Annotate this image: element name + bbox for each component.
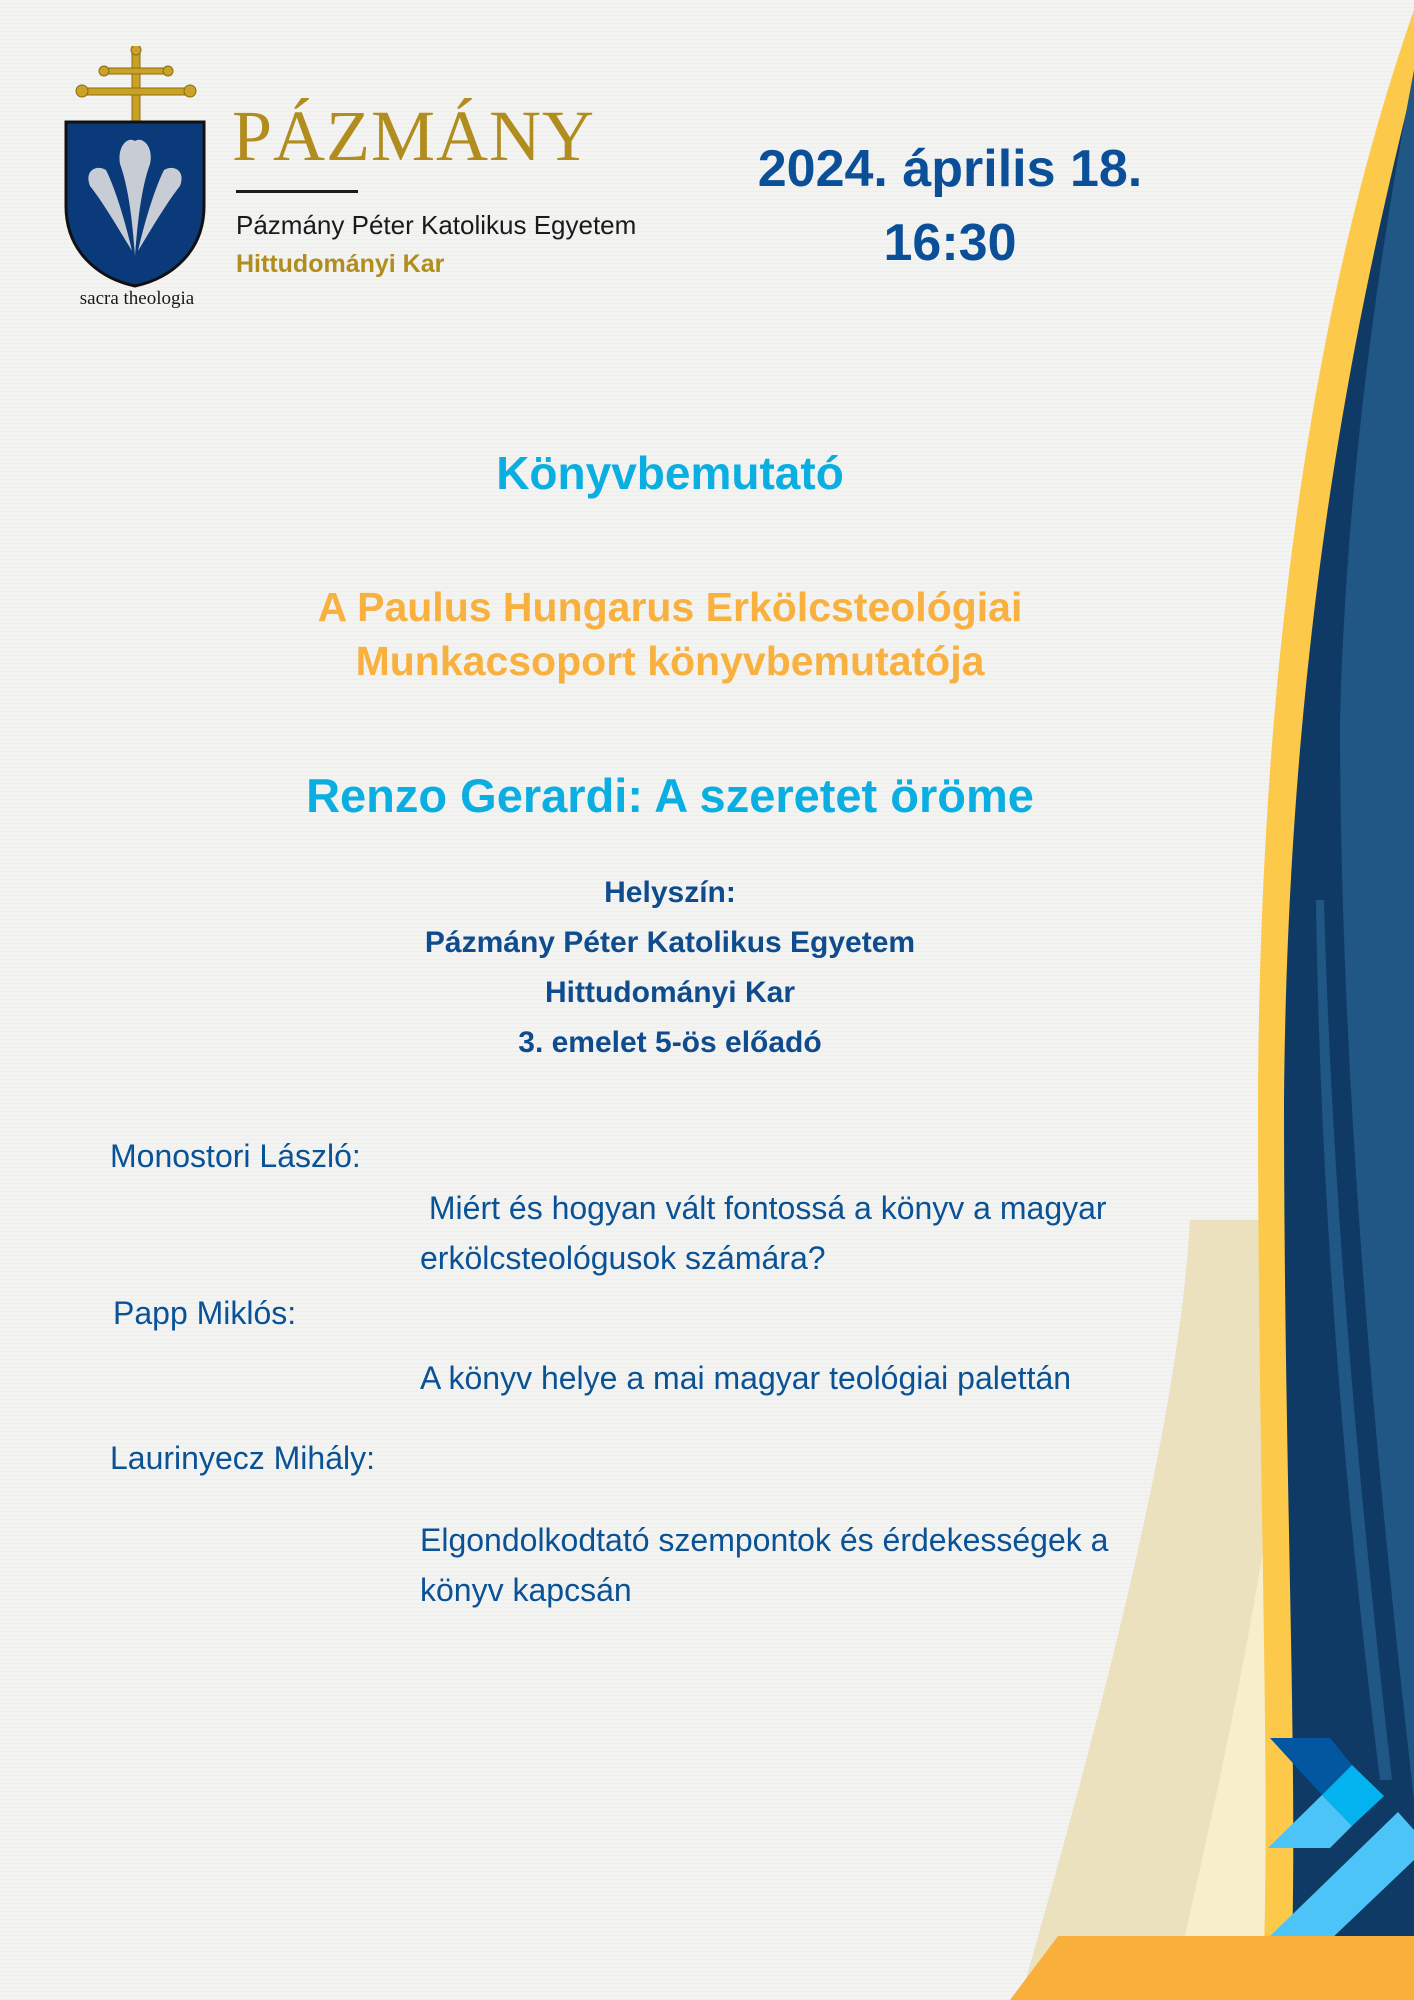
talk-title bbox=[420, 1183, 1260, 1283]
university-crest-logo bbox=[62, 46, 212, 308]
faculty-name: Hittudományi Kar bbox=[236, 250, 445, 278]
talk-line-1: A könyv helye a mai magyar teológiai palettán bbox=[420, 1360, 1072, 1396]
talk-line-2: könyv kapcsán bbox=[420, 1572, 632, 1608]
brand-name: PÁZMÁNY bbox=[232, 96, 596, 176]
orange-base bbox=[1010, 1936, 1414, 2000]
talk-line-1: Miért és hogyan vált fontossá a könyv a magyar bbox=[420, 1190, 1107, 1226]
speaker-name: Laurinyecz Mihály: bbox=[110, 1440, 375, 1476]
subtitle-line-1: A Paulus Hungarus Erkölcsteológiai bbox=[317, 584, 1023, 630]
venue-block bbox=[170, 868, 1170, 1068]
venue-line-2: Hittudományi Kar bbox=[544, 976, 796, 1009]
talk-line-2: erkölcsteológusok számára? bbox=[420, 1240, 826, 1276]
venue-line-1: Pázmány Péter Katolikus Egyetem bbox=[424, 926, 916, 959]
event-datetime bbox=[700, 132, 1200, 280]
talk-title bbox=[420, 1515, 1260, 1615]
subtitle-line-2: Munkacsoport könyvbemutatója bbox=[355, 638, 985, 684]
event-time: 16:30 bbox=[883, 214, 1017, 272]
brand-divider bbox=[236, 190, 358, 193]
venue-label: Helyszín: bbox=[604, 876, 736, 909]
talk-line-1: Elgondolkodtató szempontok és érdekességek a bbox=[420, 1522, 1109, 1558]
crest-motto: sacra theologia bbox=[79, 288, 195, 308]
talk-title bbox=[420, 1353, 1260, 1403]
speaker-name: Monostori László: bbox=[110, 1138, 361, 1174]
venue-line-3: 3. emelet 5-ös előadó bbox=[518, 1026, 822, 1059]
book-title: Renzo Gerardi: A szeretet öröme bbox=[306, 769, 1034, 822]
speaker-name: Papp Miklós: bbox=[113, 1295, 297, 1331]
event-subtitle bbox=[170, 580, 1170, 688]
event-type-heading: Könyvbemutató bbox=[496, 447, 844, 499]
university-name: Pázmány Péter Katolikus Egyetem bbox=[236, 210, 637, 240]
event-date: 2024. április 18. bbox=[757, 140, 1143, 198]
